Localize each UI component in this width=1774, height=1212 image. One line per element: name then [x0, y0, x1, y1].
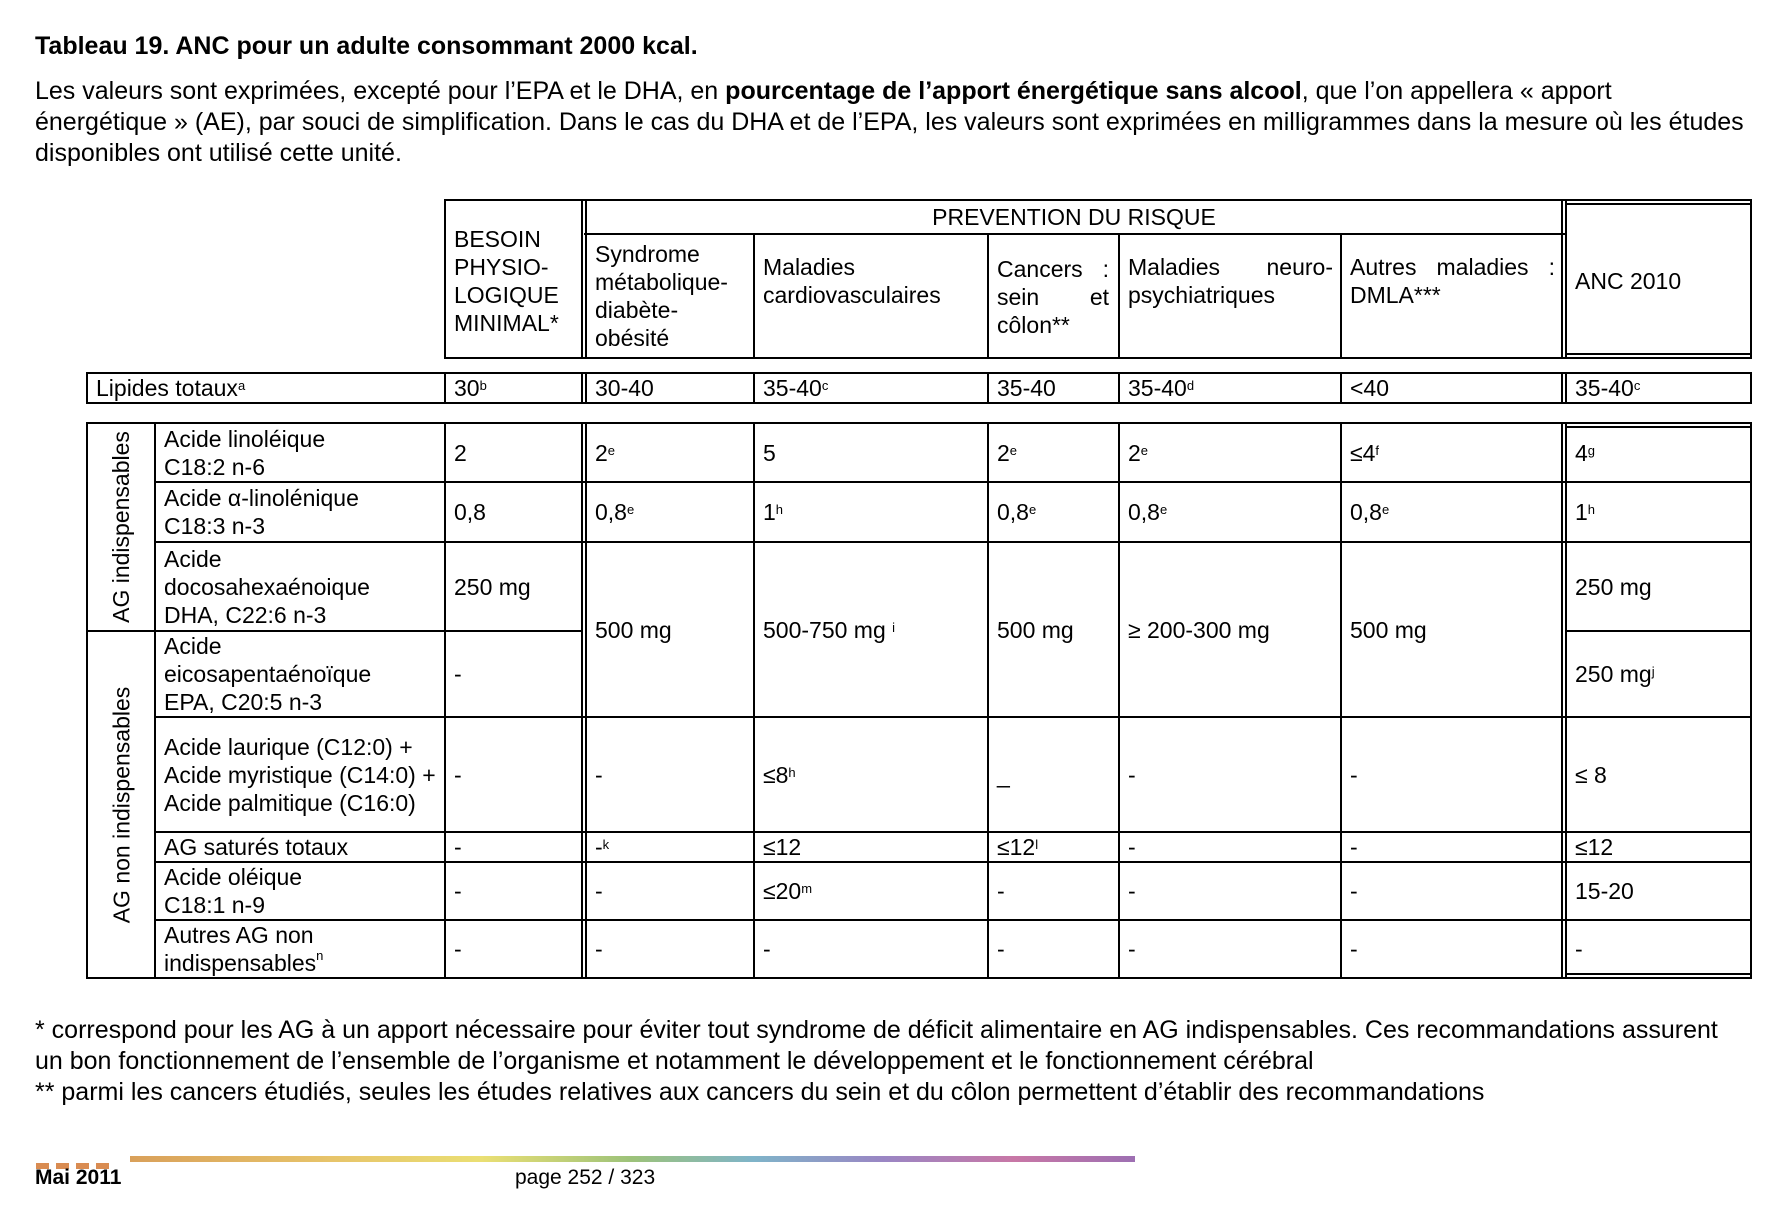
- cell-satures-anc: ≤12: [1575, 834, 1614, 860]
- group-ag-non-indispensables: AG non indispensables: [108, 686, 134, 923]
- row-oleique-label: Acide oléique C18:1 n-9: [164, 864, 303, 918]
- cell-dha-epa-syndrome: 500 mg: [595, 616, 672, 643]
- cell-oleique-cardio: ≤20 $^m$: [763, 878, 813, 904]
- cell-lipides-syndrome: 30-40: [595, 375, 654, 401]
- header-syndrome: Syndrome métabolique-diabète-obésité: [595, 241, 728, 351]
- row-epa-label: Acide eicosapentaénoïque EPA, C20:5 n-3: [164, 633, 372, 715]
- header-anc: ANC 2010: [1575, 268, 1682, 294]
- cell-satures-autres: -: [1350, 834, 1358, 860]
- footnote-1: * correspond pour les AG à un apport nécessaire pour éviter tout syndrome de déficit alimentaire en AG indispensables. Ces recommandations assurent un bon fonctionnement de l’ensemble de l’organisme et notamment le développement et le fonctionnement cérébral: [35, 1016, 1718, 1075]
- cell-dha-epa-cardio: 500-750 mg $^i$: [763, 616, 896, 643]
- cell-dha-anc: 250 mg: [1575, 573, 1652, 600]
- header-neuro: Maladies neuro-psychiatriques: [1128, 254, 1333, 308]
- cell-lipides-cancers: 35-40: [997, 375, 1056, 401]
- cell-alinolenique-neuro: 0,8 $^e$: [1128, 499, 1168, 525]
- footnote-2: ** parmi les cancers étudiés, seules les études relatives aux cancers du sein et du côlon permettent d’établir des recommandations: [35, 1078, 1485, 1106]
- table-title: Tableau 19. ANC pour un adulte consommant 2000 kcal.: [35, 32, 698, 60]
- row-alinolenique-label: Acide α-linolénique C18:3 n-3: [164, 485, 359, 539]
- cell-alinolenique-besoin: 0,8: [454, 499, 486, 525]
- cell-oleique-autres: -: [1350, 878, 1358, 904]
- cell-lipides-cardio: 35-40 $^c$: [763, 375, 829, 401]
- cell-lipides-autres: <40: [1350, 375, 1390, 401]
- cell-satures-neuro: -: [1128, 834, 1136, 860]
- cell-laurique-anc: ≤ 8: [1575, 761, 1607, 788]
- cell-laurique-besoin: -: [454, 761, 462, 788]
- cell-oleique-syndrome: -: [595, 878, 603, 904]
- footer-page-number: page 252 / 323: [515, 1166, 656, 1189]
- cell-autres-ag-autres: -: [1350, 936, 1358, 962]
- cell-laurique-autres: -: [1350, 761, 1358, 788]
- cell-satures-cardio: ≤12: [763, 834, 802, 860]
- cell-oleique-besoin: -: [454, 878, 462, 904]
- cell-laurique-cardio: ≤8 $^h$: [763, 761, 796, 788]
- cell-alinolenique-cancers: 0,8 $^e$: [997, 499, 1037, 525]
- header-prevention: PREVENTION DU RISQUE: [932, 204, 1216, 230]
- cell-dha-epa-cancers: 500 mg: [997, 616, 1074, 643]
- cell-oleique-anc: 15-20: [1575, 878, 1634, 904]
- cell-autres-ag-cancers: -: [997, 936, 1005, 962]
- cell-laurique-syndrome: -: [595, 761, 603, 788]
- cell-alinolenique-autres: 0,8 $^e$: [1350, 499, 1390, 525]
- cell-lipides-neuro: 35-40 $^d$: [1128, 375, 1195, 401]
- header-besoin: BESOIN PHYSIO-LOGIQUE MINIMAL*: [454, 226, 559, 336]
- cell-linoleique-anc: 4 $^g$: [1575, 439, 1596, 466]
- header-cancers: Cancers : sein et côlon**: [997, 256, 1109, 338]
- footnotes: [35, 1015, 1745, 1108]
- group-ag-indispensables: AG indispensables: [108, 431, 135, 623]
- cell-oleique-cancers: -: [997, 878, 1005, 904]
- footer-color-bar: [130, 1156, 1135, 1162]
- cell-satures-cancers: ≤12 $^l$: [997, 834, 1039, 860]
- cell-linoleique-autres: ≤4 $^f$: [1350, 439, 1380, 466]
- cell-oleique-neuro: -: [1128, 878, 1136, 904]
- cell-linoleique-neuro: 2 $^e$: [1128, 439, 1149, 466]
- cell-autres-ag-anc: -: [1575, 936, 1583, 962]
- footer-date: Mai 2011: [35, 1166, 122, 1189]
- row-laurique-label: Acide laurique (C12:0) + Acide myristique (C14:0) + Acide palmitique (C16:0): [164, 733, 436, 816]
- cell-laurique-neuro: -: [1128, 761, 1136, 788]
- cell-satures-syndrome: - $^k$: [595, 834, 610, 860]
- row-autres-ag-label: Autres AG non indispensables$^n$: [164, 922, 324, 976]
- row-linoleique-label: Acide linoléique C18:2 n-6: [164, 425, 326, 480]
- cell-linoleique-besoin: 2: [454, 439, 467, 466]
- cell-linoleique-syndrome: 2 $^e$: [595, 439, 616, 466]
- cell-autres-ag-neuro: -: [1128, 936, 1136, 962]
- cell-alinolenique-syndrome: 0,8 $^e$: [595, 499, 635, 525]
- cell-dha-besoin: 250 mg: [454, 573, 531, 600]
- cell-alinolenique-anc: 1 $^h$: [1575, 499, 1596, 525]
- cell-autres-ag-cardio: -: [763, 936, 771, 962]
- cell-epa-anc: 250 mg $^j$: [1575, 661, 1655, 687]
- cell-dha-epa-neuro: ≥ 200-300 mg: [1128, 616, 1270, 643]
- cell-satures-besoin: -: [454, 834, 462, 860]
- header-autres: Autres maladies : DMLA***: [1350, 254, 1555, 308]
- cell-linoleique-cancers: 2 $^e$: [997, 439, 1018, 466]
- cell-dha-epa-autres: 500 mg: [1350, 616, 1427, 643]
- row-lipides-label: Lipides totaux $^a$: [96, 375, 246, 401]
- cell-epa-besoin: -: [454, 661, 462, 687]
- cell-lipides-besoin: 30 $^b$: [454, 375, 487, 401]
- header-cardio: Maladies cardiovasculaires: [763, 254, 941, 308]
- cell-linoleique-cardio: 5: [763, 439, 776, 466]
- intro-paragraph: Les valeurs sont exprimées, excepté pour l’EPA et le DHA, en pourcentage de l’apport énergétique sans alcool, que l’on appellera « apport énergétique » (AE), par souci de simplification. Dans le cas du DHA et de l’EPA, les valeurs sont exprimées en milligrammes dans la mesure où les études disponibles ont utilisé cette unité.: [35, 77, 1744, 167]
- row-dha-label: Acide docosahexaénoique DHA, C22:6 n-3: [164, 545, 370, 628]
- cell-autres-ag-syndrome: -: [595, 936, 603, 962]
- cell-alinolenique-cardio: 1 $^h$: [763, 499, 784, 525]
- cell-autres-ag-besoin: -: [454, 936, 462, 962]
- cell-laurique-cancers: _: [997, 761, 1010, 788]
- cell-lipides-anc: 35-40 $^c$: [1575, 375, 1641, 401]
- row-satures-label: AG saturés totaux: [164, 834, 349, 860]
